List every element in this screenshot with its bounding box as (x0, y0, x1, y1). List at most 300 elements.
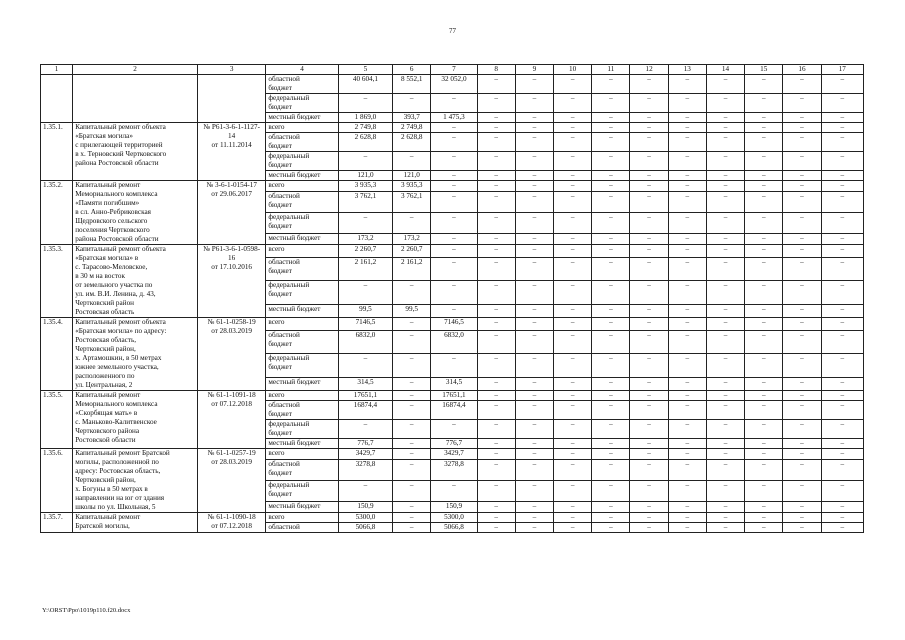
empty-year-cell: – (515, 171, 553, 181)
funding-source-line: федеральный (268, 152, 310, 160)
empty-year-cell: – (477, 318, 515, 331)
table-row (41, 181, 864, 192)
empty-year-cell: – (783, 152, 821, 171)
empty-year-cell: – (592, 171, 630, 181)
funding-source (266, 171, 338, 181)
empty-year-cell: – (630, 523, 668, 533)
column-number: 17 (821, 65, 863, 75)
column-number: 7 (431, 65, 477, 75)
project-document (197, 245, 265, 318)
empty-year-cell: – (630, 233, 668, 244)
object-name-line: Щедровского сельского (75, 217, 148, 225)
column-number: 14 (706, 65, 744, 75)
empty-year-cell: – (477, 152, 515, 171)
amount-cell: – (393, 523, 431, 533)
amount-cell: – (393, 318, 431, 331)
funding-source-line: федеральный (268, 212, 310, 221)
empty-year-cell: – (554, 401, 592, 420)
object-name-line: Чертковский район (75, 299, 135, 307)
column-number: 13 (668, 65, 706, 75)
empty-year-cell: – (477, 181, 515, 192)
empty-year-cell: – (745, 281, 783, 305)
empty-year-cell: – (477, 513, 515, 523)
table-row (41, 391, 864, 401)
table-row (41, 318, 864, 331)
empty-year-cell: – (745, 233, 783, 244)
empty-year-cell: – (630, 480, 668, 501)
empty-year-cell: – (668, 480, 706, 501)
empty-year-cell: – (515, 401, 553, 420)
funding-source-line: местный бюджет (268, 305, 321, 314)
funding-source (266, 513, 338, 523)
empty-year-cell: – (477, 281, 515, 305)
funding-source-line: бюджет (268, 266, 292, 275)
empty-year-cell: – (821, 354, 863, 378)
object-name-line: Чертковского района (75, 427, 140, 435)
object-name-line: в 30 м на восток (75, 272, 125, 280)
funding-source-line: федеральный (268, 94, 310, 102)
object-name-line: Капитальный ремонт (75, 181, 141, 189)
object-name-line: южнее земельного участка, (75, 363, 159, 371)
funding-source (266, 94, 338, 113)
amount-cell: – (431, 257, 477, 281)
object-name-line: направлении на юг от здания (75, 494, 165, 502)
empty-year-cell: – (706, 439, 744, 449)
empty-year-cell: – (630, 391, 668, 401)
project-document-line: от 07.12.2018 (211, 400, 253, 408)
empty-year-cell: – (745, 513, 783, 523)
empty-year-cell: – (554, 245, 592, 258)
funding-source (266, 233, 338, 244)
amount-cell: – (431, 171, 477, 181)
empty-year-cell: – (592, 152, 630, 171)
empty-year-cell: – (515, 460, 553, 481)
amount-cell: 6832,0 (338, 330, 392, 354)
amount-cell: 776,7 (338, 439, 392, 449)
empty-year-cell: – (554, 523, 592, 533)
funding-source (266, 318, 338, 331)
amount-cell: – (431, 94, 477, 113)
empty-year-cell: – (783, 75, 821, 94)
empty-year-cell: – (477, 245, 515, 258)
funding-source (266, 212, 338, 233)
funding-source (266, 439, 338, 449)
column-number: 2 (73, 65, 198, 75)
object-name-line: Мемориального комплекса (75, 190, 158, 198)
item-number: 1.35.5. (41, 391, 73, 449)
object-name-line: в сл. Анно-Ребриковская (75, 208, 151, 216)
project-document-line: от 17.10.2016 (211, 263, 253, 271)
project-document (197, 391, 265, 449)
empty-year-cell: – (592, 233, 630, 244)
empty-year-cell: – (592, 449, 630, 460)
table-row (41, 449, 864, 460)
empty-year-cell: – (745, 420, 783, 439)
empty-year-cell: – (745, 94, 783, 113)
empty-year-cell: – (706, 257, 744, 281)
empty-year-cell: – (668, 257, 706, 281)
empty-year-cell: – (630, 501, 668, 512)
column-number: 12 (630, 65, 668, 75)
empty-year-cell: – (745, 330, 783, 354)
amount-cell: – (338, 94, 392, 113)
empty-year-cell: – (783, 523, 821, 533)
funding-source-line: федеральный (268, 480, 310, 489)
amount-cell: – (393, 391, 431, 401)
empty-year-cell: – (668, 523, 706, 533)
column-number: 6 (393, 65, 431, 75)
empty-year-cell: – (821, 449, 863, 460)
empty-year-cell: – (630, 420, 668, 439)
empty-year-cell: – (630, 401, 668, 420)
object-name-line: с прилегающей территорией (75, 141, 163, 149)
amount-cell: 3278,8 (338, 460, 392, 481)
empty-year-cell: – (630, 281, 668, 305)
empty-year-cell: – (554, 460, 592, 481)
object-name-line: х. Артамошкин, в 50 метрах (75, 354, 162, 362)
empty-year-cell: – (515, 391, 553, 401)
empty-year-cell: – (477, 192, 515, 213)
empty-year-cell: – (821, 318, 863, 331)
funding-source-line: областной (268, 330, 300, 339)
empty-year-cell: – (821, 513, 863, 523)
amount-cell: – (431, 133, 477, 152)
empty-year-cell: – (706, 318, 744, 331)
amount-cell: 150,9 (338, 501, 392, 512)
amount-cell: 776,7 (431, 439, 477, 449)
empty-year-cell: – (477, 501, 515, 512)
amount-cell: 314,5 (338, 378, 392, 391)
funding-source (266, 281, 338, 305)
empty-year-cell: – (668, 192, 706, 213)
funding-source-line: бюджет (268, 201, 292, 210)
empty-year-cell: – (477, 439, 515, 449)
amount-cell: 121,0 (393, 171, 431, 181)
funding-source (266, 354, 338, 378)
object-name-line: Ростовской области (75, 436, 136, 444)
empty-year-cell: – (745, 152, 783, 171)
empty-year-cell: – (592, 133, 630, 152)
funding-source (266, 245, 338, 258)
empty-year-cell: – (821, 257, 863, 281)
empty-year-cell: – (515, 513, 553, 523)
empty-year-cell: – (706, 420, 744, 439)
item-number: 1.35.4. (41, 318, 73, 391)
empty-year-cell: – (592, 378, 630, 391)
amount-cell: 16874,4 (431, 401, 477, 420)
empty-year-cell: – (706, 330, 744, 354)
empty-year-cell: – (668, 354, 706, 378)
empty-year-cell: – (592, 523, 630, 533)
amount-cell: 2 260,7 (393, 245, 431, 258)
project-document-line: 16 (228, 254, 236, 262)
empty-year-cell: – (783, 192, 821, 213)
object-name-line: расположенного по (75, 372, 135, 380)
empty-year-cell: – (554, 133, 592, 152)
empty-year-cell: – (554, 330, 592, 354)
empty-year-cell: – (630, 152, 668, 171)
column-number: 3 (197, 65, 265, 75)
empty-year-cell: – (745, 378, 783, 391)
empty-year-cell: – (706, 212, 744, 233)
empty-year-cell: – (706, 523, 744, 533)
object-name-line: от земельного участка по (75, 281, 153, 289)
object-name-line: «Скорбящая мать» в (75, 409, 138, 417)
empty-year-cell: – (821, 480, 863, 501)
amount-cell: 40 604,1 (338, 75, 392, 94)
amount-cell: – (431, 123, 477, 133)
empty-year-cell: – (554, 123, 592, 133)
funding-source-line: бюджет (268, 339, 292, 348)
amount-cell: – (338, 281, 392, 305)
empty-year-cell: – (630, 113, 668, 123)
empty-year-cell: – (745, 181, 783, 192)
empty-year-cell: – (706, 233, 744, 244)
empty-year-cell: – (554, 513, 592, 523)
funding-source (266, 449, 338, 460)
empty-year-cell: – (477, 305, 515, 318)
amount-cell: 2 749,8 (338, 123, 392, 133)
empty-year-cell: – (821, 233, 863, 244)
object-name (73, 391, 198, 449)
empty-year-cell: – (477, 212, 515, 233)
funding-source-line: бюджет (268, 469, 292, 478)
item-number: 1.35.6. (41, 449, 73, 513)
amount-cell: – (393, 94, 431, 113)
empty-year-cell: – (515, 523, 553, 533)
empty-year-cell: – (515, 257, 553, 281)
empty-year-cell: – (821, 391, 863, 401)
empty-year-cell: – (554, 212, 592, 233)
amount-cell: 2 628,8 (338, 133, 392, 152)
empty-year-cell: – (668, 378, 706, 391)
funding-source-line: всего (268, 391, 285, 399)
empty-year-cell: – (515, 233, 553, 244)
object-name-line: Ростовская область, (75, 336, 137, 344)
amount-cell: 3 935,3 (338, 181, 392, 192)
amount-cell: – (393, 281, 431, 305)
empty-year-cell: – (592, 439, 630, 449)
empty-year-cell: – (592, 318, 630, 331)
empty-year-cell: – (630, 257, 668, 281)
amount-cell: – (393, 354, 431, 378)
empty-year-cell: – (745, 480, 783, 501)
empty-year-cell: – (706, 94, 744, 113)
amount-cell: 6832,0 (431, 330, 477, 354)
empty-year-cell: – (783, 354, 821, 378)
amount-cell: 3 935,3 (393, 181, 431, 192)
project-document (197, 75, 265, 123)
empty-year-cell: – (668, 133, 706, 152)
empty-year-cell: – (477, 75, 515, 94)
project-document-line: 14 (228, 132, 236, 140)
amount-cell: – (431, 420, 477, 439)
empty-year-cell: – (592, 420, 630, 439)
object-name (73, 181, 198, 245)
empty-year-cell: – (554, 305, 592, 318)
empty-year-cell: – (592, 113, 630, 123)
funding-source-line: местный бюджет (268, 113, 321, 121)
empty-year-cell: – (706, 75, 744, 94)
object-name-line: Капитальный ремонт (75, 513, 141, 521)
object-name-line: х. Богуны в 50 метрах в (75, 485, 148, 493)
empty-year-cell: – (745, 401, 783, 420)
empty-year-cell: – (515, 305, 553, 318)
empty-year-cell: – (783, 181, 821, 192)
empty-year-cell: – (630, 378, 668, 391)
empty-year-cell: – (592, 501, 630, 512)
empty-year-cell: – (821, 75, 863, 94)
funding-source (266, 133, 338, 152)
empty-year-cell: – (477, 171, 515, 181)
empty-year-cell: – (783, 401, 821, 420)
empty-year-cell: – (668, 420, 706, 439)
empty-year-cell: – (706, 449, 744, 460)
funding-source (266, 378, 338, 391)
object-name (73, 449, 198, 513)
empty-year-cell: – (630, 123, 668, 133)
empty-year-cell: – (745, 501, 783, 512)
empty-year-cell: – (554, 113, 592, 123)
amount-cell: 99,5 (338, 305, 392, 318)
amount-cell: – (393, 480, 431, 501)
amount-cell: – (393, 449, 431, 460)
column-number: 15 (745, 65, 783, 75)
amount-cell: 5066,8 (338, 523, 392, 533)
empty-year-cell: – (554, 501, 592, 512)
empty-year-cell: – (821, 305, 863, 318)
empty-year-cell: – (706, 391, 744, 401)
empty-year-cell: – (668, 449, 706, 460)
empty-year-cell: – (554, 480, 592, 501)
empty-year-cell: – (592, 75, 630, 94)
object-name-line: ул. им. В.И. Ленина, д. 43, (75, 290, 156, 298)
empty-year-cell: – (477, 233, 515, 244)
amount-cell: 3429,7 (431, 449, 477, 460)
project-document-line: от 28.03.2019 (211, 458, 253, 466)
empty-year-cell: – (745, 245, 783, 258)
funding-source-line: бюджет (268, 84, 292, 92)
funding-source-line: местный бюджет (268, 233, 321, 242)
empty-year-cell: – (821, 181, 863, 192)
empty-year-cell: – (745, 192, 783, 213)
empty-year-cell: – (821, 501, 863, 512)
empty-year-cell: – (592, 94, 630, 113)
object-name-line: Чертковский район, (75, 476, 136, 484)
empty-year-cell: – (706, 480, 744, 501)
table-row (41, 513, 864, 523)
amount-cell: – (431, 212, 477, 233)
object-name-line: «Братская могила» в (75, 254, 139, 262)
empty-year-cell: – (783, 480, 821, 501)
amount-cell: – (431, 281, 477, 305)
item-number: 1.35.3. (41, 245, 73, 318)
amount-cell: – (431, 181, 477, 192)
empty-year-cell: – (554, 439, 592, 449)
column-number: 16 (783, 65, 821, 75)
empty-year-cell: – (477, 523, 515, 533)
empty-year-cell: – (745, 212, 783, 233)
amount-cell: – (431, 480, 477, 501)
empty-year-cell: – (783, 318, 821, 331)
empty-year-cell: – (783, 439, 821, 449)
empty-year-cell: – (515, 318, 553, 331)
empty-year-cell: – (783, 233, 821, 244)
object-name-line: с. Тарасово-Меловское, (75, 263, 148, 271)
funding-source (266, 401, 338, 420)
empty-year-cell: – (706, 501, 744, 512)
project-document (197, 449, 265, 513)
object-name (73, 513, 198, 533)
funding-source-line: областной (268, 192, 300, 201)
amount-cell: 3 762,1 (338, 192, 392, 213)
empty-year-cell: – (630, 181, 668, 192)
empty-year-cell: – (668, 152, 706, 171)
empty-year-cell: – (515, 212, 553, 233)
empty-year-cell: – (668, 245, 706, 258)
object-name-line: района Ростовской области (75, 235, 159, 243)
empty-year-cell: – (821, 330, 863, 354)
funding-source-line: всего (268, 123, 285, 131)
empty-year-cell: – (592, 354, 630, 378)
empty-year-cell: – (668, 94, 706, 113)
empty-year-cell: – (706, 281, 744, 305)
empty-year-cell: – (592, 305, 630, 318)
amount-cell: 32 052,0 (431, 75, 477, 94)
empty-year-cell: – (783, 123, 821, 133)
funding-source-line: бюджет (268, 290, 292, 299)
empty-year-cell: – (706, 123, 744, 133)
empty-year-cell: – (668, 113, 706, 123)
empty-year-cell: – (668, 181, 706, 192)
project-document-line: № Р61-3-6-1-1127- (203, 123, 260, 131)
empty-year-cell: – (821, 401, 863, 420)
funding-source (266, 460, 338, 481)
empty-year-cell: – (477, 94, 515, 113)
empty-year-cell: – (477, 401, 515, 420)
amount-cell: – (393, 152, 431, 171)
empty-year-cell: – (515, 152, 553, 171)
empty-year-cell: – (668, 305, 706, 318)
empty-year-cell: – (706, 378, 744, 391)
amount-cell: – (393, 513, 431, 523)
object-name-line: «Братская могила» по адресу: (75, 327, 167, 335)
empty-year-cell: – (477, 354, 515, 378)
funding-source-line: местный бюджет (268, 171, 321, 179)
empty-year-cell: – (554, 354, 592, 378)
empty-year-cell: – (821, 113, 863, 123)
item-number: 1.35.1. (41, 123, 73, 181)
project-document-line: № 61-1-0258-19 (207, 318, 256, 326)
amount-cell: 173,2 (338, 233, 392, 244)
funding-source-line: всего (268, 318, 285, 326)
empty-year-cell: – (783, 460, 821, 481)
object-name-line: Капитальный ремонт объекта (75, 123, 166, 131)
project-document-line: от 07.12.2018 (211, 522, 253, 530)
empty-year-cell: – (783, 449, 821, 460)
empty-year-cell: – (630, 330, 668, 354)
funding-source (266, 501, 338, 512)
project-document (197, 513, 265, 533)
funding-source-line: всего (268, 181, 285, 189)
column-number: 8 (477, 65, 515, 75)
empty-year-cell: – (821, 123, 863, 133)
empty-year-cell: – (783, 513, 821, 523)
empty-year-cell: – (554, 75, 592, 94)
funding-source (266, 391, 338, 401)
funding-source-line: бюджет (268, 410, 292, 418)
empty-year-cell: – (706, 401, 744, 420)
